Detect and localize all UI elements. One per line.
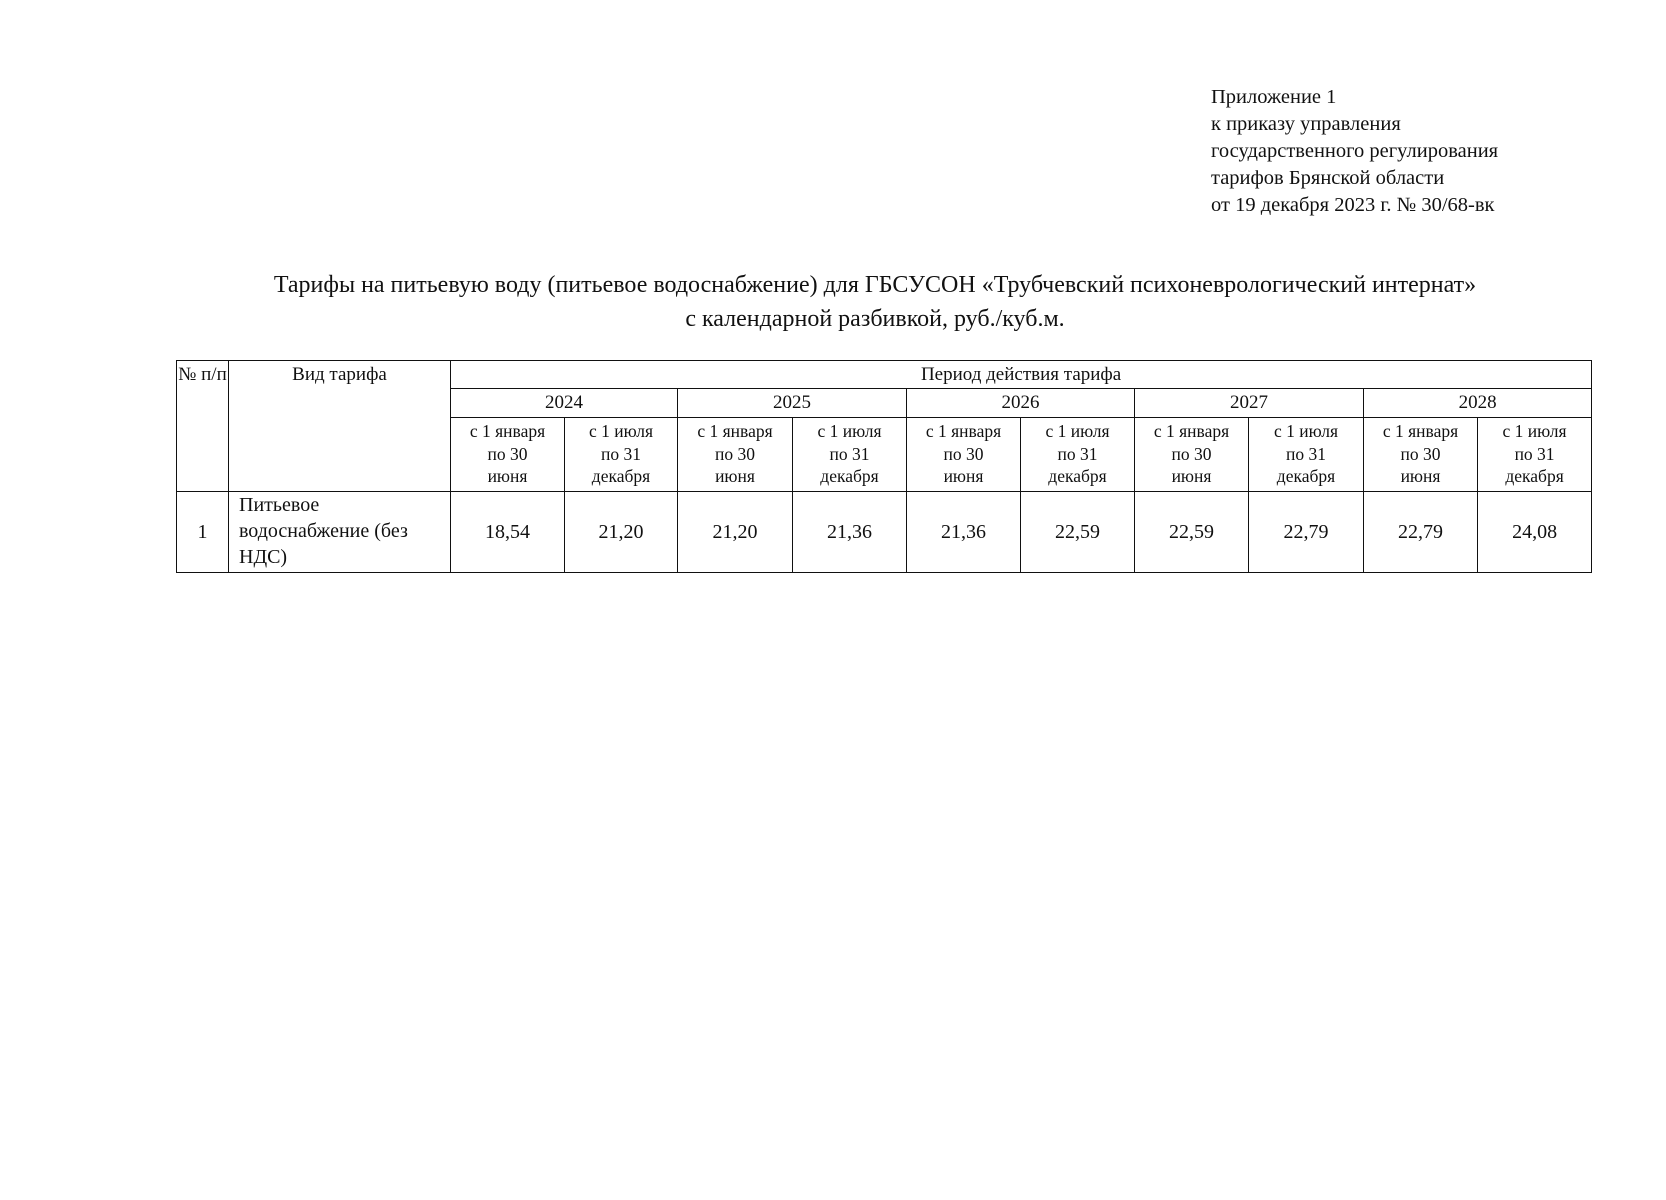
appendix-line: к приказу управления: [1211, 113, 1401, 135]
tariff-value: 22,79: [1364, 492, 1478, 573]
tariff-value: 21,36: [907, 492, 1021, 573]
half-line: с 1 января: [1153, 421, 1230, 441]
header-year: 2026: [907, 389, 1135, 418]
tariff-value: 22,59: [1021, 492, 1135, 573]
header-second-half: [793, 418, 907, 492]
half-line: июня: [715, 466, 755, 486]
tariff-value: 22,79: [1249, 492, 1364, 573]
tariff-value: 21,36: [793, 492, 907, 573]
tariff-value: 18,54: [451, 492, 565, 573]
appendix-line: Приложение 1: [1211, 86, 1337, 108]
appendix-line: тарифов Брянской области: [1211, 167, 1445, 189]
half-line: с 1 января: [1382, 421, 1459, 441]
tariff-value: 22,59: [1135, 492, 1249, 573]
half-line: с 1 июля: [1045, 421, 1110, 441]
half-line: по 31: [601, 443, 641, 464]
tariff-table: [176, 360, 1592, 573]
half-line: по 30: [487, 443, 528, 464]
half-line: июня: [1400, 466, 1441, 486]
header-kind: Вид тарифа: [229, 361, 451, 492]
header-period: Период действия тарифа: [451, 361, 1592, 389]
document-subtitle: с календарной разбивкой, руб./куб.м.: [685, 306, 1065, 332]
half-line: по 31: [829, 443, 870, 464]
half-line: с 1 января: [925, 421, 1002, 441]
half-line: с 1 июля: [1502, 421, 1567, 441]
header-year: 2024: [451, 389, 678, 418]
half-line: декабря: [1048, 466, 1107, 486]
header-year: 2025: [678, 389, 907, 418]
half-line: с 1 июля: [588, 421, 654, 441]
half-line: с 1 января: [697, 421, 773, 441]
header-first-half: [451, 418, 565, 492]
half-line: по 30: [1400, 443, 1441, 464]
header-first-half: [907, 418, 1021, 492]
appendix-line: от 19 декабря 2023 г. № 30/68-вк: [1211, 194, 1495, 216]
header-second-half: [1021, 418, 1135, 492]
document-title: Тарифы на питьевую воду (питьевое водоснабжение) для ГБСУСОН «Трубчевский психоневрологический интернат»: [273, 272, 1477, 298]
half-line: июня: [487, 466, 528, 486]
header-number: № п/п: [177, 361, 229, 492]
half-line: с 1 января: [469, 421, 546, 441]
appendix-block: [1211, 84, 1498, 219]
header-second-half: [1478, 418, 1592, 492]
header-first-half: [1135, 418, 1249, 492]
half-line: по 31: [1286, 443, 1326, 464]
header-second-half: [1249, 418, 1364, 492]
half-line: июня: [943, 466, 984, 486]
tariff-value: 21,20: [678, 492, 793, 573]
row-number: 1: [177, 492, 229, 573]
half-line: декабря: [591, 466, 651, 486]
half-line: по 30: [715, 443, 755, 464]
half-line: по 30: [1171, 443, 1212, 464]
header-first-half: [678, 418, 793, 492]
header-row-period: [177, 361, 1592, 389]
header-first-half: [1364, 418, 1478, 492]
table-row: [177, 492, 1592, 573]
tariff-value: 24,08: [1478, 492, 1592, 573]
header-year: 2027: [1135, 389, 1364, 418]
header-year: 2028: [1364, 389, 1592, 418]
half-line: по 30: [943, 443, 984, 464]
header-second-half: [565, 418, 678, 492]
half-line: декабря: [1276, 466, 1336, 486]
half-line: с 1 июля: [1273, 421, 1339, 441]
half-line: по 31: [1057, 443, 1098, 464]
half-line: декабря: [820, 466, 879, 486]
appendix-line: государственного регулирования: [1211, 140, 1499, 162]
row-kind: Питьевое водоснабжение (без НДС): [229, 492, 451, 573]
half-line: июня: [1171, 466, 1212, 486]
half-line: с 1 июля: [817, 421, 882, 441]
half-line: по 31: [1514, 443, 1555, 464]
half-line: декабря: [1505, 466, 1564, 486]
tariff-value: 21,20: [565, 492, 678, 573]
